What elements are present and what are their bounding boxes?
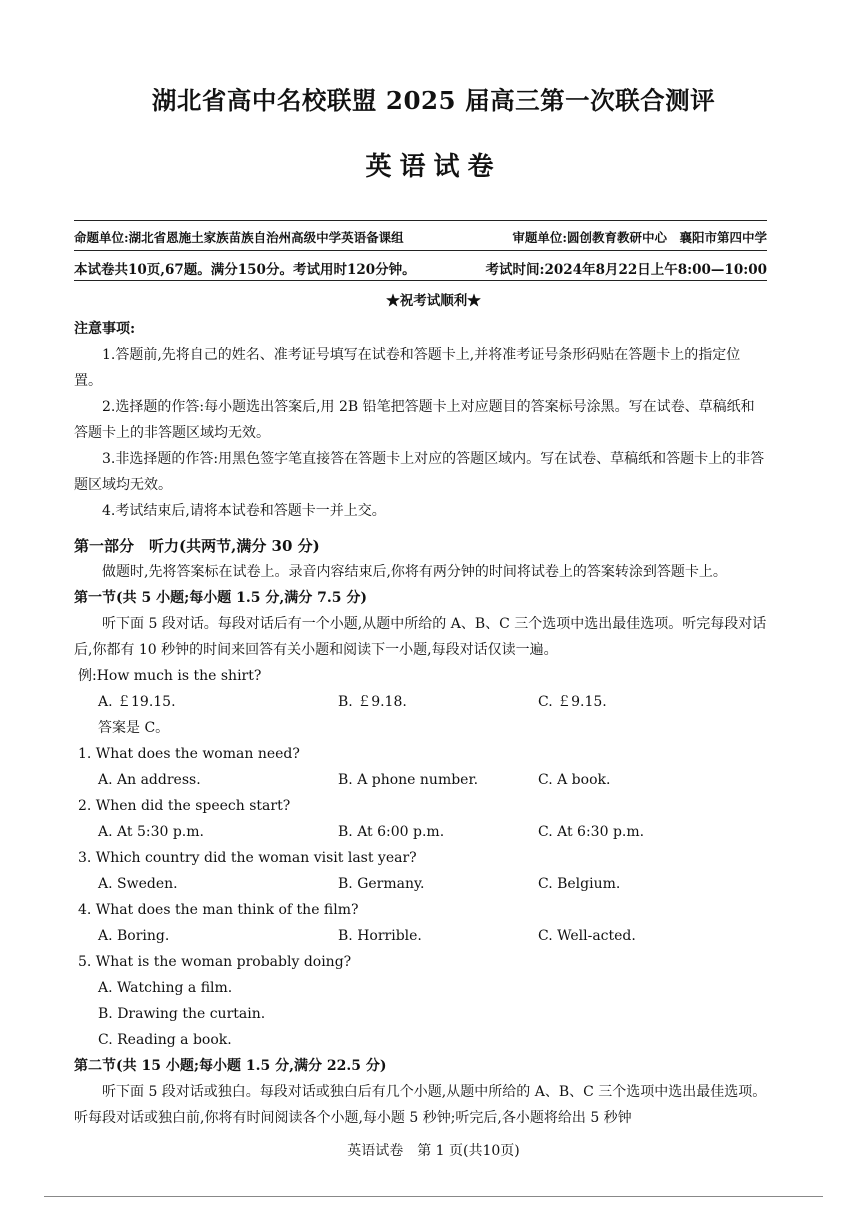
section2-title: 第二节(共 15 小题;每小题 1.5 分,满分 22.5 分) [74, 1058, 387, 1074]
exam-title: 湖北省高中名校联盟 2025 届高三第一次联合测评 [151, 86, 716, 115]
question-1-options [74, 767, 767, 793]
option-b: B. Germany. [338, 876, 425, 892]
footer-line [44, 1196, 823, 1197]
question-4-options [74, 923, 767, 949]
option-a: A. Boring. [98, 928, 170, 944]
option-c: C. A book. [538, 772, 611, 788]
notes-heading: 注意事项: [74, 321, 136, 337]
exam-subject: 英语试卷 [365, 152, 502, 182]
question-3-options [74, 871, 767, 897]
example-question: 例:How much is the shirt? [78, 668, 262, 684]
note-item: 4.考试结束后,请将本试卷和答题卡一并上交。 [102, 503, 386, 519]
option-c: C. Belgium. [538, 876, 621, 892]
section1-intro: 听下面 5 段对话。每段对话后有一个小题,从题中所给的 A、B、C 三个选项中选出最佳选项。听完每段对话后,你都有 10 秒钟的时间来回答有关小题和阅读下一小题,每段对话仅读一遍。 [74, 616, 767, 658]
reviewer-unit: 审题单位:圆创教育教研中心 襄阳市第四中学 [512, 230, 767, 245]
note-item: 2.选择题的作答:每小题选出答案后,用 2B 铅笔把答题卡上对应题目的答案标号涂黑。写在试卷、草稿纸和答题卡上的非答题区域均无效。 [74, 399, 755, 441]
option-b: B. ￡9.18. [338, 694, 407, 710]
question-4: 4. What does the man think of the film? [78, 902, 359, 918]
option-c: C. At 6:30 p.m. [538, 824, 645, 840]
example-options [74, 689, 767, 715]
section2-intro: 听下面 5 段对话或独白。每段对话或独白后有几个小题,从题中所给的 A、B、C 三个选项中选出最佳选项。听每段对话或独白前,你将有时间阅读各个小题,每小题 5 秒钟;听完后,各小题将给出 5 秒钟 [74, 1084, 767, 1126]
page-footer: 英语试卷 第 1 页(共10页) [347, 1143, 520, 1159]
section1-title: 第一节(共 5 小题;每小题 1.5 分,满分 7.5 分) [74, 590, 367, 606]
question-5: 5. What is the woman probably doing? [78, 954, 352, 970]
option-b: B. Drawing the curtain. [98, 1006, 266, 1022]
option-c: C. Reading a book. [98, 1032, 232, 1048]
divider-middle [74, 250, 767, 251]
option-b: B. A phone number. [338, 772, 479, 788]
blessing: ★祝考试顺利★ [386, 293, 481, 309]
info-line [74, 258, 767, 278]
option-a: A. At 5:30 p.m. [98, 824, 204, 840]
option-b: B. At 6:00 p.m. [338, 824, 445, 840]
exam-time: 考试时间:2024年8月22日上午8:00—10:00 [485, 262, 767, 278]
option-a: A. Watching a film. [98, 980, 233, 996]
option-a: A. Sweden. [98, 876, 178, 892]
question-1: 1. What does the woman need? [78, 746, 300, 762]
paper-info: 本试卷共10页,67题。满分150分。考试用时120分钟。 [74, 262, 416, 278]
notes-section [74, 316, 767, 524]
example-answer: 答案是 C。 [98, 720, 170, 736]
part1-title: 第一部分 听力(共两节,满分 30 分) [74, 537, 320, 555]
divider-bottom [74, 280, 767, 281]
question-2: 2. When did the speech start? [78, 798, 291, 814]
option-b: B. Horrible. [338, 928, 422, 944]
question-2-options [74, 819, 767, 845]
setter-line [74, 228, 767, 246]
part1-intro: 做题时,先将答案标在试卷上。录音内容结束后,你将有两分钟的时间将试卷上的答案转涂到答题卡上。 [102, 564, 727, 580]
part1-section [74, 533, 767, 1131]
option-a: A. ￡19.15. [98, 694, 176, 710]
option-a: A. An address. [98, 772, 201, 788]
question-3: 3. Which country did the woman visit last year? [78, 850, 417, 866]
note-item: 1.答题前,先将自己的姓名、准考证号填写在试卷和答题卡上,并将准考证号条形码贴在答题卡上的指定位置。 [74, 347, 741, 389]
note-item: 3.非选择题的作答:用黑色签字笔直接答在答题卡上对应的答题区域内。写在试卷、草稿纸和答题卡上的非答题区域均无效。 [74, 451, 765, 493]
divider-top [74, 220, 767, 221]
option-c: C. Well-acted. [538, 928, 636, 944]
setter-unit: 命题单位:湖北省恩施土家族苗族自治州高级中学英语备课组 [74, 230, 404, 245]
option-c: C. ￡9.15. [538, 694, 607, 710]
